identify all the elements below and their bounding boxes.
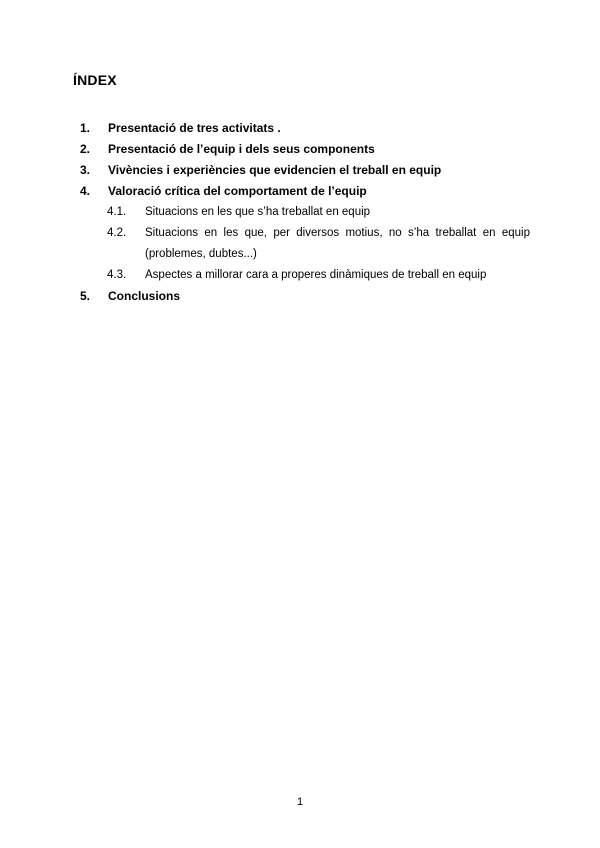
toc-entry-number: 4. — [80, 184, 91, 198]
toc-subentry — [80, 223, 530, 265]
toc-entry-text: Presentació de tres activitats . — [108, 121, 281, 135]
toc-subentry-number: 4.2. — [107, 227, 127, 239]
toc-subentry-text: Aspectes a millorar cara a properes dinàmiques de treball en equip — [145, 269, 487, 281]
toc-subentry-text: Situacions en les que, per diversos motius, no s’ha treballat en equip (problemes, dubtes...) — [145, 227, 530, 260]
toc-entry-text: Presentació de l’equip i dels seus components — [108, 142, 375, 156]
toc-entry-text: Conclusions — [108, 289, 181, 303]
index-title: ÍNDEX — [73, 72, 117, 88]
toc-entry — [80, 118, 530, 139]
page-number: 1 — [296, 796, 304, 808]
toc-entry-text: Vivències i experiències que evidencien el treball en equip — [108, 163, 442, 177]
toc-entry-number: 2. — [80, 142, 91, 156]
toc-entry — [80, 286, 530, 307]
toc-entry — [80, 139, 530, 160]
toc-entry-text: Valoració crítica del comportament de l’equip — [108, 184, 367, 198]
toc-subentry-text: Situacions en les que s’ha treballat en equip — [145, 206, 371, 218]
toc-subentry-number: 4.3. — [107, 269, 127, 281]
toc-entry — [80, 160, 530, 181]
toc-entry-number: 3. — [80, 163, 91, 177]
toc-subentry — [80, 265, 530, 286]
table-of-contents — [80, 118, 530, 307]
toc-entry — [80, 181, 530, 202]
toc-subentry — [80, 202, 530, 223]
toc-entry-number: 1. — [80, 121, 91, 135]
toc-subentry-number: 4.1. — [107, 206, 127, 218]
toc-entry-number: 5. — [80, 289, 91, 303]
